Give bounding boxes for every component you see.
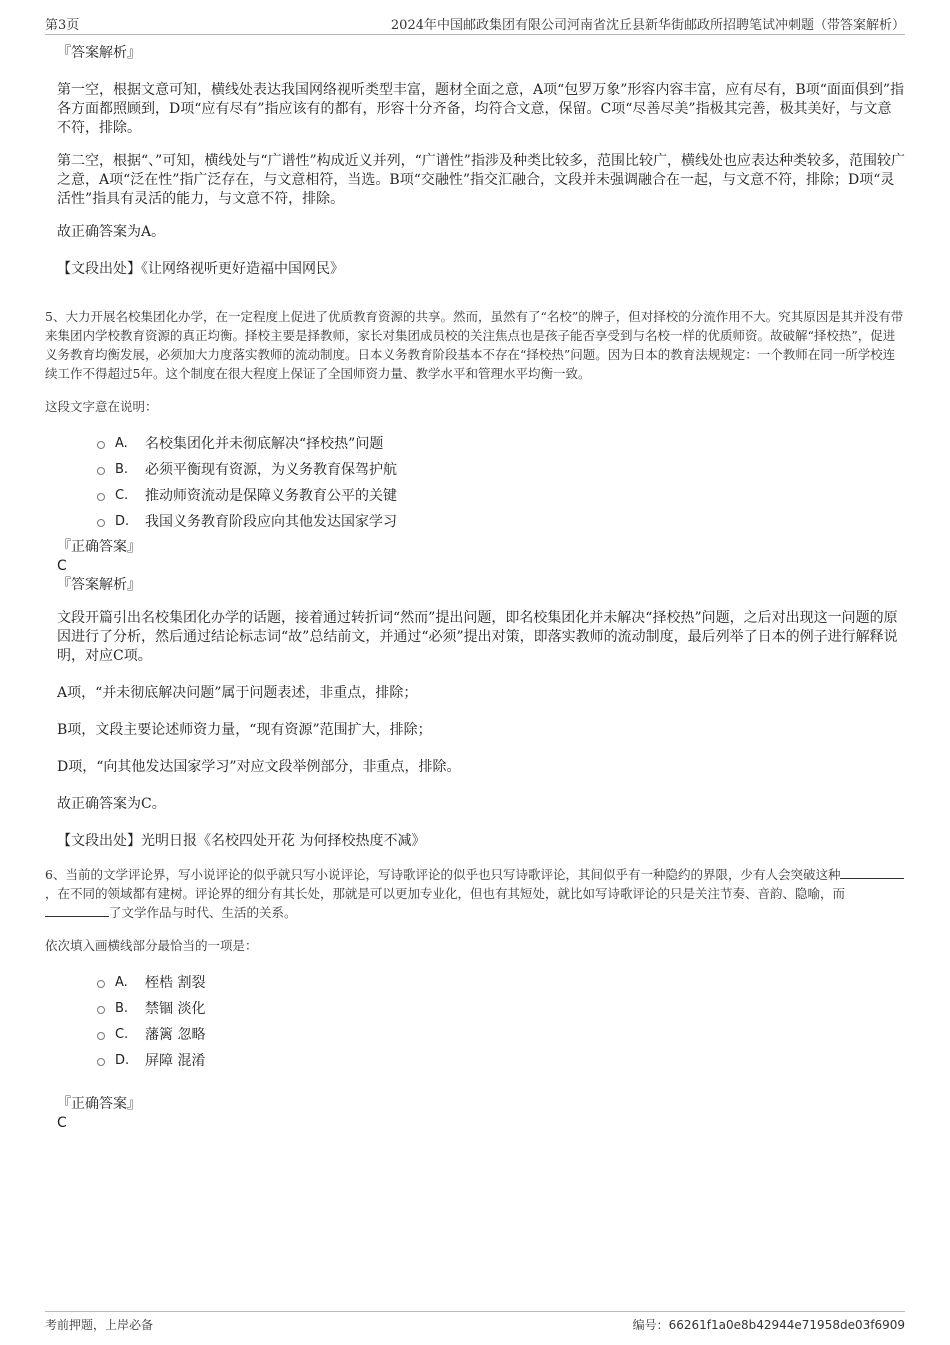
radio-icon[interactable] [97, 1032, 105, 1040]
q5-analysis-a: A项，“并未彻底解决问题”属于问题表述，非重点，排除； [57, 685, 418, 701]
option-text: 藩篱 忽略 [145, 1027, 206, 1043]
page-footer [45, 1311, 905, 1334]
option-text: 屏障 混淆 [145, 1053, 206, 1069]
q6-option-b[interactable] [97, 995, 905, 1021]
q4-analysis-para2: 第二空，根据“、”可知，横线处与“广谱性”构成近义并列，“广谱性”指涉及种类比较多，范围比较广，横线处也应表达种类较多，范围较广之意，A项“泛在性”指广泛存在，与文意相符，当选。B项“交融性”指交汇融合，文段并未强调融合在一起，与文意不符，排除；D项“灵活性”指具有灵活的能力，与文意不符，排除。 [57, 153, 905, 207]
q6-stem-part1: 6、当前的文学评论界，写小说评论的似乎就只写小说评论，写诗歌评论的似乎也只写诗歌评论，其间似乎有一种隐约的界限，少有人会突破这种 [45, 867, 841, 882]
q4-analysis-label: 『答案解析』 [57, 45, 141, 61]
q6-correct-label: 『正确答案』 [57, 1096, 141, 1112]
option-letter: A. [115, 974, 128, 990]
q5-option-b[interactable] [97, 456, 905, 482]
q5-source: 【文段出处】光明日报《名校四处开花 为何择校热度不减》 [57, 833, 426, 849]
q5-analysis-d: D项，“向其他发达国家学习”对应文段举例部分，非重点，排除。 [57, 759, 461, 775]
radio-icon[interactable] [97, 1006, 105, 1014]
q5-option-a[interactable] [97, 430, 905, 456]
option-text: 禁锢 淡化 [145, 1001, 206, 1017]
option-letter: A. [115, 435, 128, 451]
option-text: 推动师资流动是保障义务教育公平的关键 [145, 488, 397, 504]
option-text: 名校集团化并未彻底解决“择校热”问题 [145, 436, 384, 452]
q5-conclusion: 故正确答案为C。 [57, 796, 166, 812]
q5-option-d[interactable] [97, 508, 905, 534]
document-title: 2024年中国邮政集团有限公司河南省沈丘县新华街邮政所招聘笔试冲刺题（带答案解析） [390, 18, 905, 33]
q4-conclusion: 故正确答案为A。 [57, 224, 166, 240]
q6-blank-1 [840, 866, 904, 879]
q6-prompt: 依次填入画横线部分最恰当的一项是： [45, 938, 258, 953]
document-code [633, 1316, 905, 1333]
q5-analysis-label: 『答案解析』 [57, 577, 141, 593]
q4-analysis-para1: 第一空，根据文意可知，横线处表达我国网络视听类型丰富，题材全面之意，A项“包罗万象”形容内容丰富，应有尽有，B项“面面俱到”指各方面都照顾到，D项“应有尽有”指应该有的都有，形容十分齐备，均符合文意，保留。C项“尽善尽美”指极其完善，极其美好，与文意不符，排除。 [57, 82, 905, 136]
q6-stem-part3: 了文学作品与时代、生活的关系。 [109, 905, 297, 920]
option-letter: C. [115, 1026, 129, 1042]
option-letter: C. [115, 487, 129, 503]
q5-prompt: 这段文字意在说明： [45, 399, 158, 414]
q6-options [97, 969, 905, 1073]
radio-icon[interactable] [97, 441, 105, 449]
q6-stem [45, 865, 905, 922]
q6-option-c[interactable] [97, 1021, 905, 1047]
radio-icon[interactable] [97, 493, 105, 501]
option-text: 必须平衡现有资源，为义务教育保驾护航 [145, 462, 397, 478]
radio-icon[interactable] [97, 1058, 105, 1066]
option-letter: B. [115, 1000, 129, 1016]
q5-option-c[interactable] [97, 482, 905, 508]
page-header [45, 14, 905, 35]
q6-correct-value: C [57, 1115, 67, 1131]
radio-icon[interactable] [97, 467, 105, 475]
radio-icon[interactable] [97, 519, 105, 527]
page-content [45, 44, 905, 1133]
option-letter: D. [115, 513, 130, 529]
q5-analysis-b: B项，文段主要论述师资力量，“现有资源”范围扩大，排除； [57, 722, 432, 738]
q5-analysis-para1: 文段开篇引出名校集团化办学的话题，接着通过转折词“然而”提出问题，即名校集团化并未解决“择校热”问题，之后对出现这一问题的原因进行了分析，然后通过结论标志词“故”总结前文，并通过“必须”提出对策，即落实教师的流动制度，最后列举了日本的例子进行解释说明，对应C项。 [57, 610, 898, 664]
q5-correct-value: C [57, 558, 67, 574]
q5-options [97, 430, 905, 534]
q6-blank-2 [45, 904, 109, 917]
q4-source: 【文段出处】《让网络视听更好造福中国网民》 [57, 261, 344, 277]
option-text: 桎梏 割裂 [145, 975, 206, 991]
q5-correct-label: 『正确答案』 [57, 539, 141, 555]
code-value: 66261f1a0e8b42944e71958de03f6909 [668, 1318, 905, 1332]
page-number: 第3页 [45, 18, 80, 33]
radio-icon[interactable] [97, 980, 105, 988]
q6-option-d[interactable] [97, 1047, 905, 1073]
q6-stem-part2: ，在不同的领域都有建树。评论界的细分有其长处，那就是可以更加专业化，但也有其短处，就比如写诗歌评论的只是关注节奏、音韵、隐喻，而 [45, 886, 846, 901]
option-letter: D. [115, 1052, 130, 1068]
q5-stem: 5、大力开展名校集团化办学，在一定程度上促进了优质教育资源的共享。然而，虽然有了“名校”的牌子，但对择校的分流作用不大。究其原因是其并没有带来集团内学校教育资源的真正均衡。择校主要是择教师，家长对集团成员校的关注焦点也是孩子能否享受到与名校一样的优质师资。故破解“择校热”，促进义务教育均衡发展，必须加大力度落实教师的流动制度。日本义务教育阶段基本不存在“择校热”问题。因为日本的教育法规规定：一个教师在同一所学校连续工作不得超过5年。这个制度在很大程度上保证了全国师资力量、教学水平和管理水平均衡一致。 [45, 309, 904, 381]
footer-slogan: 考前押题，上岸必备 [45, 1318, 154, 1332]
code-label: 编号： [632, 1318, 669, 1332]
q6-option-a[interactable] [97, 969, 905, 995]
option-letter: B. [115, 461, 129, 477]
option-text: 我国义务教育阶段应向其他发达国家学习 [145, 514, 397, 530]
